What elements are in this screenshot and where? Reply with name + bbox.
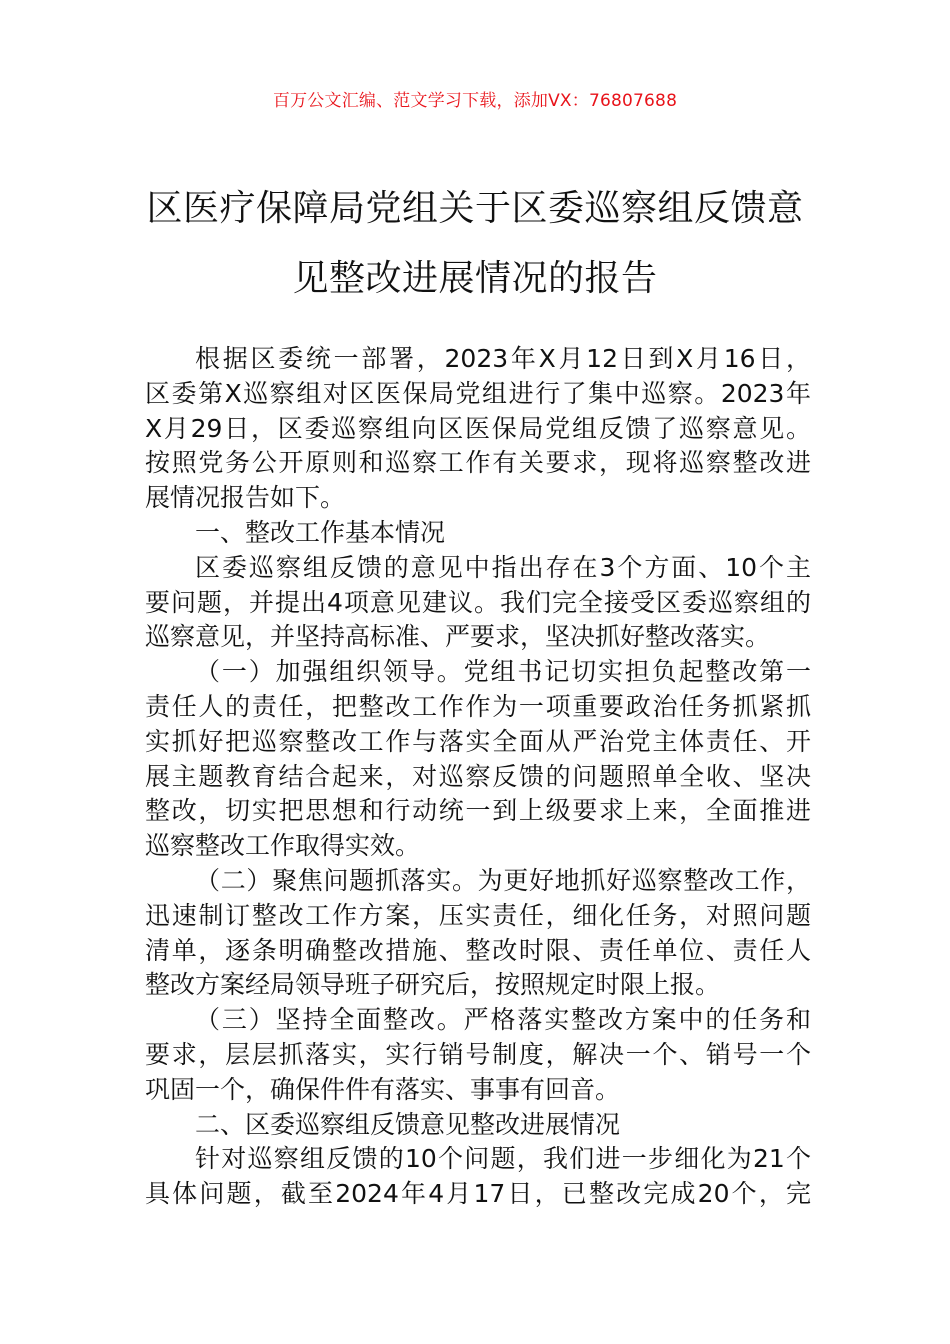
section-heading: 二、区委巡察组反馈意见整改进展情况 [195,1109,621,1139]
body-line: 整改，切实把思想和行动统一到上级要求上来，全面推进 [145,796,811,826]
body-line: 巩固一个，确保件件有落实、事事有回音。 [145,1074,621,1104]
body-line: 要求，层层抓落实，实行销号制度，解决一个、销号一个 [145,1039,811,1069]
body-line: 区委巡察组反馈的意见中指出存在3个方面、10个主 [195,552,811,582]
body-line: 实抓好把巡察整改工作与落实全面从严治党主体责任、开 [145,726,811,756]
body-line: 区委第X巡察组对区医保局党组进行了集中巡察。2023年 [145,378,811,408]
body-line: 针对巡察组反馈的10个问题，我们进一步细化为21个 [195,1144,811,1174]
body-line: X月29日，区委巡察组向区医保局党组反馈了巡察意见。 [145,413,811,443]
body-line: 要问题，并提出4项意见建议。我们完全接受区委巡察组的 [145,587,811,617]
body-line: 按照党务公开原则和巡察工作有关要求，现将巡察整改进 [145,448,811,478]
body-line: 巡察整改工作取得实效。 [145,831,421,861]
body-line: （二）聚焦问题抓落实。为更好地抓好巡察整改工作， [195,865,811,895]
document-title-line-2: 见整改进展情况的报告 [292,258,658,299]
body-line: 具体问题，截至2024年4月17日，已整改完成20个，完 [145,1179,811,1209]
body-line: 迅速制订整改工作方案，压实责任，细化任务，对照问题 [145,900,811,930]
section-heading: 一、整改工作基本情况 [195,517,446,547]
body-line: 清单，逐条明确整改措施、整改时限、责任单位、责任人 [145,935,811,965]
body-line: 责任人的责任，把整改工作作为一项重要政治任务抓紧抓 [145,691,811,721]
body-line: 整改方案经局领导班子研究后，按照规定时限上报。 [145,970,721,1000]
body-line: 巡察意见，并坚持高标准、严要求，坚决抓好整改落实。 [145,622,771,652]
body-line: （一）加强组织领导。党组书记切实担负起整改第一 [195,657,811,687]
body-line: 展主题教育结合起来，对巡察反馈的问题照单全收、坚决 [145,761,811,791]
body-line: （三）坚持全面整改。严格落实整改方案中的任务和 [195,1005,811,1035]
document-title-line-1: 区医疗保障局党组关于区委巡察组反馈意 [146,188,804,229]
watermark-text: 百万公文汇编、范文学习下载，添加VX：76807688 [272,91,678,111]
body-line: 展情况报告如下。 [145,483,346,513]
document-body [145,342,811,1212]
body-line: 根据区委统一部署，2023年X月12日到X月16日， [195,344,811,373]
